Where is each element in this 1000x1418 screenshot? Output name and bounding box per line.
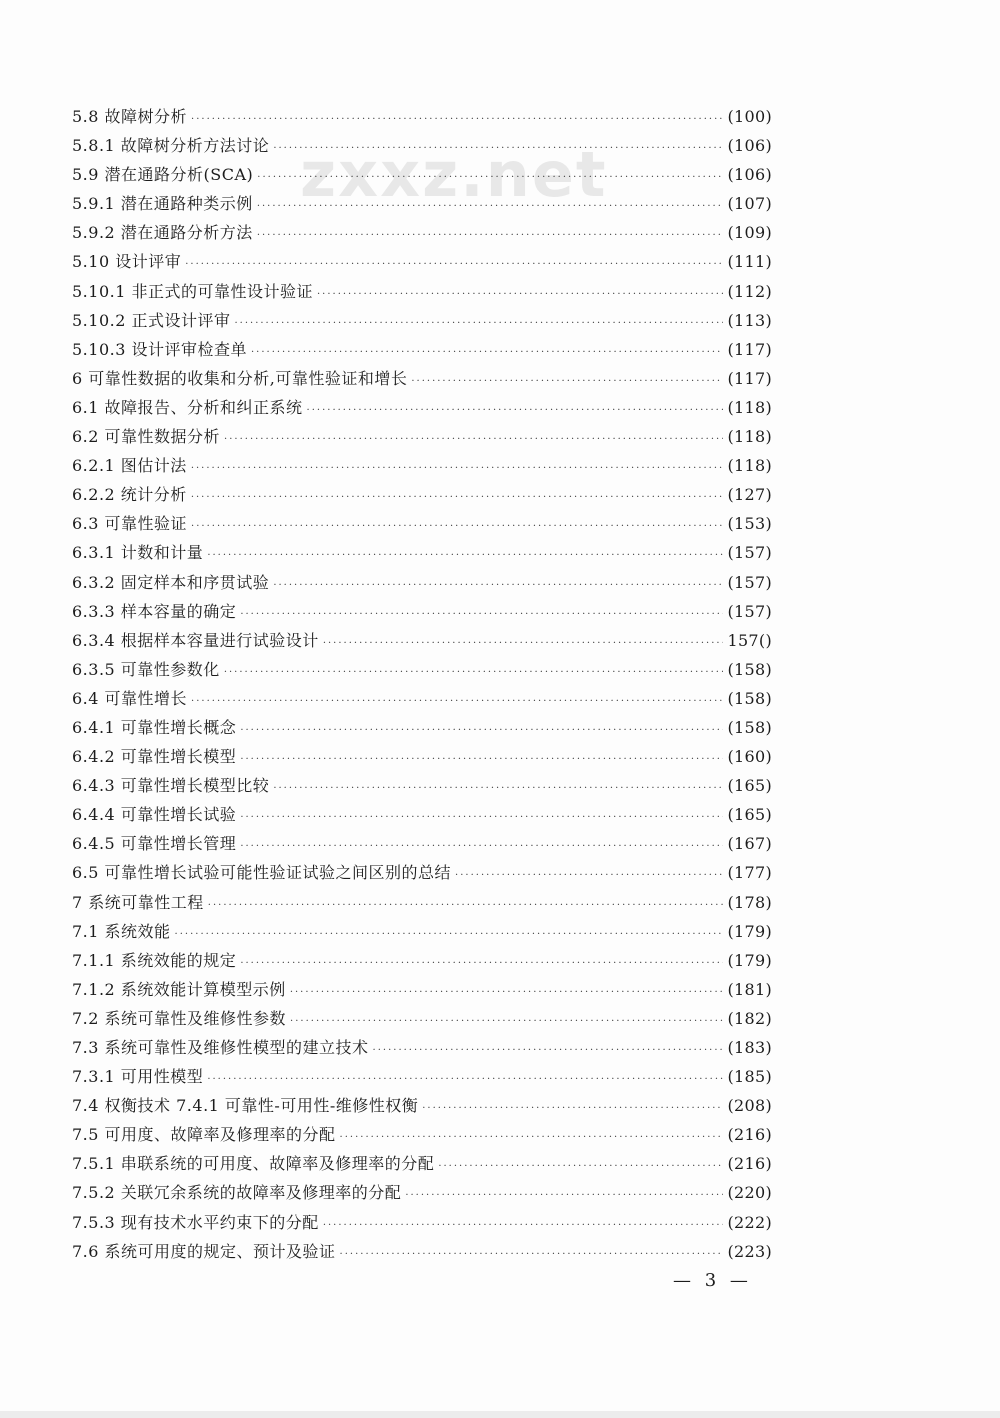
toc-dot-leader: [411, 367, 723, 396]
toc-entry: [72, 742, 772, 771]
toc-dot-leader: [422, 1094, 723, 1123]
toc-entry-page: (109): [727, 223, 772, 243]
toc-entry-label: 6.5 可靠性增长试验可能性验证试验之间区别的总结: [72, 863, 452, 883]
toc-entry-page: (153): [727, 514, 772, 534]
toc-entry-page: (181): [727, 979, 772, 999]
toc-entry-label: 5.9 潜在通路分析(SCA): [72, 165, 254, 185]
toc-entry-page: (106): [727, 136, 772, 156]
toc-entry-label: 7.2 系统可靠性及维修性参数: [72, 1008, 287, 1028]
toc-entry-label: 5.10 设计评审: [72, 252, 182, 272]
toc-entry: [72, 858, 772, 887]
toc-entry-page: (157): [727, 601, 772, 621]
toc-entry-label: 7 系统可靠性工程: [72, 892, 204, 912]
toc-dot-leader: [317, 280, 723, 309]
toc-entry-page: (216): [727, 1154, 772, 1174]
toc-entry: [72, 218, 772, 247]
toc-entry: [72, 946, 772, 975]
toc-dot-leader: [234, 309, 723, 338]
toc-dot-leader: [257, 192, 724, 221]
toc-dot-leader: [257, 221, 724, 250]
toc-entry: [72, 888, 772, 917]
toc-entry: [72, 102, 772, 131]
toc-entry-label: 6.2 可靠性数据分析: [72, 427, 221, 447]
toc-entry: [72, 160, 772, 189]
toc-entry-page: (178): [727, 892, 772, 912]
toc-dot-leader: [290, 1007, 723, 1036]
toc-dot-leader: [273, 134, 723, 163]
toc-entry-page: (106): [727, 165, 772, 185]
toc-entry-label: 7.3 系统可靠性及维修性模型的建立技术: [72, 1038, 369, 1057]
toc-dot-leader: [290, 978, 724, 1007]
toc-entry-label: 6.3.4 根据样本容量进行试验设计: [72, 630, 319, 650]
toc-entry: [72, 509, 772, 538]
toc-dot-leader: [240, 949, 723, 978]
toc-entry: [72, 1004, 772, 1033]
toc-entry-page: (127): [727, 485, 772, 505]
watermark: zxxz.net: [300, 138, 608, 211]
toc-entry: [72, 247, 772, 276]
toc-dot-leader: [323, 629, 724, 658]
toc-entry: [72, 335, 772, 364]
toc-entry-page: (182): [727, 1008, 772, 1028]
toc-entry: [72, 277, 772, 306]
toc-entry-page: (118): [727, 456, 772, 476]
toc-entry-page: (107): [727, 194, 772, 214]
toc-entry: [72, 538, 772, 567]
toc-entry: [72, 1208, 772, 1237]
toc-entry-page: 157(): [727, 630, 772, 650]
toc-entry: [72, 626, 772, 655]
toc-dot-leader: [240, 745, 723, 774]
toc-entry-label: 6.1 故障报告、分析和纠正系统: [72, 397, 303, 417]
toc-dot-leader: [257, 163, 723, 192]
toc-entry-label: 6 可靠性数据的收集和分析,可靠性验证和增长: [72, 368, 408, 388]
toc-entry-label: 7.4 权衡技术 7.4.1 可靠性-可用性-维修性权衡: [72, 1096, 419, 1116]
toc-entry-page: (216): [727, 1125, 772, 1145]
toc-dot-leader: [240, 803, 723, 832]
toc-entry: [72, 393, 772, 422]
toc-entry-label: 6.4.2 可靠性增长模型: [72, 747, 237, 767]
toc-entry-label: 7.5.1 串联系统的可用度、故障率及修理率的分配: [72, 1154, 435, 1174]
toc-entry-label: 5.9.2 潜在通路分析方法: [72, 223, 253, 243]
toc-entry: [72, 771, 772, 800]
toc-dot-leader: [307, 396, 724, 425]
toc-dot-leader: [240, 832, 723, 861]
toc-entry: [72, 597, 772, 626]
toc-dot-leader: [251, 338, 723, 367]
toc-dot-leader: [191, 483, 724, 512]
toc-entry: [72, 1149, 772, 1178]
toc-entry-label: 5.10.1 非正式的可靠性设计验证: [72, 281, 313, 301]
toc-entry-page: (179): [727, 950, 772, 970]
toc-dot-leader: [273, 571, 723, 600]
toc-entry: [72, 451, 772, 480]
toc-entry: [72, 189, 772, 218]
toc-dot-leader: [323, 1211, 724, 1240]
toc-entry-page: (118): [727, 427, 772, 447]
toc-entry-label: 6.4.5 可靠性增长管理: [72, 834, 237, 854]
toc-entry-page: (158): [727, 688, 772, 708]
toc-entry-page: (222): [727, 1212, 772, 1232]
toc-entry-label: 5.10.3 设计评审检查单: [72, 339, 247, 359]
toc-dot-leader: [191, 512, 723, 541]
toc-entry-label: 7.5.2 关联冗余系统的故障率及修理率的分配: [72, 1183, 402, 1203]
toc-entry: [72, 1178, 772, 1207]
toc-dot-leader: [208, 891, 724, 920]
toc-entry-page: (167): [727, 834, 772, 854]
toc-entry: [72, 480, 772, 509]
toc-entry-label: 6.3.2 固定样本和序贯试验: [72, 572, 270, 592]
toc-entry-label: 6.3 可靠性验证: [72, 514, 188, 534]
toc-dot-leader: [185, 250, 723, 279]
toc-dot-leader: [438, 1152, 723, 1181]
toc-entry-label: 7.1 系统效能: [72, 921, 171, 941]
toc-dot-leader: [191, 687, 723, 716]
toc-entry-label: 6.4.4 可靠性增长试验: [72, 805, 237, 825]
toc-dot-leader: [224, 425, 723, 454]
toc-entry: [72, 1062, 772, 1091]
toc-entry: [72, 422, 772, 451]
toc-entry: [72, 917, 772, 946]
toc-entry-label: 6.2.1 图估计法: [72, 456, 187, 476]
toc-entry-page: (100): [727, 107, 772, 126]
toc-entry-page: (111): [727, 252, 772, 272]
toc-entry-page: (158): [727, 659, 772, 679]
toc-entry-page: (118): [727, 397, 772, 417]
table-of-contents: [72, 102, 772, 1266]
toc-entry: [72, 713, 772, 742]
toc-entry-page: (157): [727, 572, 772, 592]
toc-entry-label: 5.9.1 潜在通路种类示例: [72, 194, 253, 214]
toc-entry-page: (117): [727, 368, 772, 388]
toc-entry: [72, 306, 772, 335]
toc-dot-leader: [340, 1240, 724, 1269]
toc-entry-page: (179): [727, 921, 772, 941]
toc-entry-page: (117): [727, 339, 772, 359]
toc-entry-label: 5.8 故障树分析: [72, 107, 188, 126]
toc-entry-page: (183): [727, 1038, 772, 1057]
toc-entry-label: 7.1.2 系统效能计算模型示例: [72, 979, 286, 999]
toc-dot-leader: [240, 716, 723, 745]
toc-entry: [72, 568, 772, 597]
toc-entry-label: 7.6 系统可用度的规定、预计及验证: [72, 1241, 336, 1261]
toc-dot-leader: [240, 600, 723, 629]
toc-entry-label: 6.3.3 样本容量的确定: [72, 601, 237, 621]
toc-entry-page: (208): [727, 1096, 772, 1116]
toc-entry-label: 5.10.2 正式设计评审: [72, 310, 231, 330]
toc-entry: [72, 800, 772, 829]
toc-entry: [72, 829, 772, 858]
toc-dot-leader: [207, 1065, 723, 1094]
toc-entry-label: 7.1.1 系统效能的规定: [72, 950, 237, 970]
toc-entry-page: (165): [727, 776, 772, 796]
toc-dot-leader: [191, 454, 724, 483]
toc-entry-page: (220): [727, 1183, 772, 1203]
toc-dot-leader: [373, 1036, 724, 1065]
toc-entry: [72, 1033, 772, 1062]
toc-dot-leader: [175, 920, 724, 949]
toc-entry: [72, 1237, 772, 1266]
toc-entry-label: 7.3.1 可用性模型: [72, 1067, 204, 1087]
toc-entry-page: (177): [727, 863, 772, 883]
page-bottom-edge: [0, 1411, 1000, 1418]
toc-entry-page: (112): [727, 281, 772, 301]
toc-entry: [72, 1091, 772, 1120]
toc-dot-leader: [224, 658, 724, 687]
toc-dot-leader: [405, 1181, 723, 1210]
toc-entry-label: 6.3.1 计数和计量: [72, 543, 204, 563]
toc-entry-label: 6.4 可靠性增长: [72, 688, 188, 708]
toc-entry-page: (160): [727, 747, 772, 767]
toc-entry-page: (223): [727, 1241, 772, 1261]
toc-entry-label: 7.5 可用度、故障率及修理率的分配: [72, 1125, 336, 1145]
toc-entry-page: (113): [727, 310, 772, 330]
toc-dot-leader: [455, 861, 723, 890]
toc-entry: [72, 1120, 772, 1149]
toc-entry-page: (185): [727, 1067, 772, 1087]
toc-entry-label: 6.4.1 可靠性增长概念: [72, 717, 237, 737]
toc-dot-leader: [340, 1123, 724, 1152]
toc-entry: [72, 364, 772, 393]
toc-entry-label: 7.5.3 现有技术水平约束下的分配: [72, 1212, 319, 1232]
toc-entry: [72, 131, 772, 160]
toc-dot-leader: [273, 774, 723, 803]
toc-entry-page: (157): [727, 543, 772, 563]
toc-entry: [72, 684, 772, 713]
toc-entry-label: 5.8.1 故障树分析方法讨论: [72, 136, 270, 156]
toc-entry-label: 6.2.2 统计分析: [72, 485, 187, 505]
toc-entry-page: (158): [727, 717, 772, 737]
toc-dot-leader: [207, 541, 723, 570]
toc-dot-leader: [191, 105, 723, 134]
page-number: — 3 —: [673, 1270, 752, 1291]
toc-entry-label: 6.3.5 可靠性参数化: [72, 659, 220, 679]
toc-entry: [72, 655, 772, 684]
toc-entry-label: 6.4.3 可靠性增长模型比较: [72, 776, 270, 796]
toc-entry-page: (165): [727, 805, 772, 825]
toc-entry: [72, 975, 772, 1004]
